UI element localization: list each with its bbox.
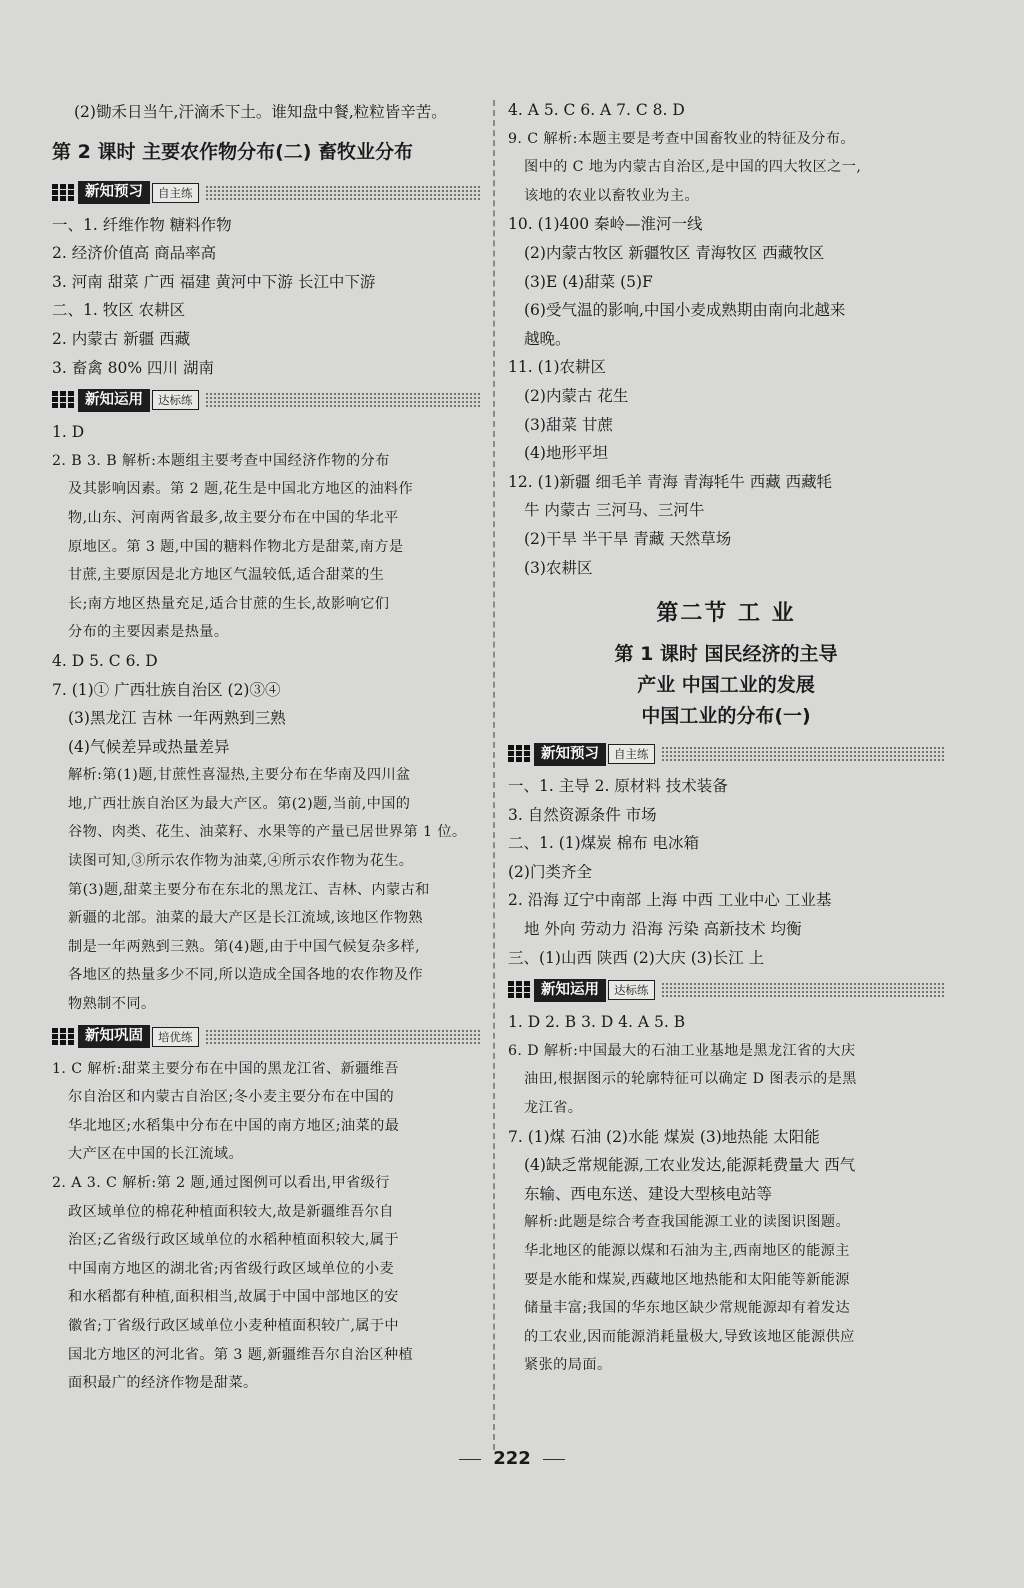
- answer-line: 解析:第(1)题,甘蔗性喜湿热,主要分布在华南及四川盆: [68, 767, 411, 784]
- answer-line: 华北地区的能源以煤和石油为主,西南地区的能源主: [524, 1243, 850, 1259]
- section-header-apply: [508, 978, 944, 1002]
- answer-line: 二、1. 牧区 农耕区: [52, 301, 186, 320]
- lesson-title: 第 2 课时 主要农作物分布(二) 畜牧业分布: [52, 140, 414, 163]
- section-title: 第二节 工 业: [656, 600, 796, 627]
- page-number: [0, 1448, 1024, 1469]
- answer-line: (2)内蒙古 花生: [524, 386, 629, 405]
- answer-line: (3)黑龙江 吉林 一年两熟到三熟: [68, 709, 286, 728]
- header-main-label: 新知巩固: [78, 1025, 150, 1048]
- answer-line: 原地区。第 3 题,中国的糖料作物北方是甜菜,南方是: [68, 538, 404, 555]
- answer-line: 2. 经济价值高 商品率高: [52, 244, 217, 263]
- answers-preview-2: [508, 772, 944, 972]
- header-sub-label: 达标练: [152, 390, 199, 410]
- grid-squares-icon: [52, 1028, 74, 1046]
- answer-line: 解析:此题是综合考查我国能源工业的读图识图题。: [524, 1214, 851, 1231]
- column-divider: [493, 100, 495, 1450]
- answer-line: 6. D 解析:中国最大的石油工业基地是黑龙江省的大庆: [508, 1042, 856, 1059]
- answers-consolidate: [52, 1055, 480, 1398]
- answer-line: 尔自治区和内蒙古自治区;冬小麦主要分布在中国的: [68, 1089, 395, 1106]
- answer-line: 3. 畜禽 80% 四川 湖南: [52, 358, 214, 377]
- answer-line: 谷物、肉类、花生、油菜籽、水果等的产量已居世界第 1 位。: [68, 824, 467, 841]
- answer-line: 地 外向 劳动力 沿海 污染 高新技术 均衡: [524, 920, 802, 939]
- answer-line: (4)缺乏常规能源,工农业发达,能源耗费量大 西气: [524, 1156, 856, 1175]
- answer-line: 7. (1)① 广西壮族自治区 (2)③④: [52, 680, 281, 699]
- header-main-label: 新知预习: [78, 181, 150, 204]
- answer-line: 3. 河南 甜菜 广西 福建 黄河中下游 长江中下游: [52, 272, 376, 291]
- answer-line: 4. A 5. C 6. A 7. C 8. D: [508, 101, 685, 119]
- answer-line: 政区域单位的棉花种植面积较大,故是新疆维吾尔自: [68, 1203, 394, 1220]
- answer-line: 大产区在中国的长江流域。: [68, 1146, 244, 1163]
- poem-line: (2)锄禾日当午,汗滴禾下土。谁知盘中餐,粒粒皆辛苦。: [74, 103, 447, 121]
- page-number-value: 222: [493, 1448, 531, 1469]
- answer-line: 面积最广的经济作物是甜菜。: [68, 1375, 258, 1392]
- grid-squares-icon: [508, 981, 530, 999]
- answer-line: 11. (1)农耕区: [508, 358, 607, 377]
- answer-line: 牛 内蒙古 三河马、三河牛: [524, 501, 705, 520]
- answer-line: 3. 自然资源条件 市场: [508, 805, 657, 824]
- answer-line: (2)门类齐全: [508, 862, 592, 881]
- answer-line: 三、(1)山西 陕西 (2)大庆 (3)长江 上: [508, 948, 765, 967]
- answer-line: 长;南方地区热量充足,适合甘蔗的生长,故影响它们: [68, 595, 390, 612]
- lesson-title-line: 第 1 课时 国民经济的主导: [614, 643, 838, 666]
- answer-line: 及其影响因素。第 2 题,花生是中国北方地区的油料作: [68, 481, 414, 498]
- answer-line: (4)地形平坦: [524, 444, 608, 463]
- lesson-title-line: 中国工业的分布(一): [641, 705, 811, 728]
- answers-apply-2: [508, 1008, 944, 1380]
- header-sub-label: 自主练: [608, 744, 655, 764]
- answer-line: (4)气候差异或热量差异: [68, 737, 230, 756]
- header-main-label: 新知运用: [78, 389, 150, 412]
- header-sub-label: 自主练: [152, 183, 199, 203]
- answer-line: 分布的主要因素是热量。: [68, 624, 229, 641]
- answer-line: (6)受气温的影响,中国小麦成熟期由南向北越来: [524, 301, 846, 320]
- answer-line: 和水稻都有种植,面积相当,故属于中国中部地区的安: [68, 1289, 399, 1306]
- answer-line: 1. D 2. B 3. D 4. A 5. B: [508, 1013, 686, 1032]
- answer-line: 2. 沿海 辽宁中南部 上海 中西 工业中心 工业基: [508, 891, 832, 910]
- answer-line: 9. C 解析:本题主要是考查中国畜牧业的特征及分布。: [508, 130, 855, 147]
- answer-line: 地,广西壮族自治区为最大产区。第(2)题,当前,中国的: [68, 795, 411, 812]
- answer-line: 中国南方地区的湖北省;丙省级行政区域单位的小麦: [68, 1260, 395, 1277]
- dotted-rule: [661, 746, 945, 762]
- header-sub-label: 达标练: [608, 980, 655, 1000]
- section-header-apply: [52, 388, 480, 412]
- header-sub-label: 培优练: [152, 1027, 199, 1047]
- answer-line: 国北方地区的河北省。第 3 题,新疆维吾尔自治区种植: [68, 1346, 414, 1363]
- answer-line: 华北地区;水稻集中分布在中国的南方地区;油菜的最: [68, 1117, 400, 1134]
- answer-line: 一、1. 纤维作物 糖料作物: [52, 215, 232, 234]
- answer-line: (2)干旱 半干旱 青藏 天然草场: [524, 529, 732, 548]
- grid-squares-icon: [52, 184, 74, 202]
- answer-line: 物,山东、河南两省最多,故主要分布在中国的华北平: [68, 509, 399, 526]
- answer-line: (3)E (4)甜菜 (5)F: [524, 272, 653, 291]
- answer-line: 的工农业,因而能源消耗量极大,导致该地区能源供应: [524, 1328, 855, 1345]
- dotted-rule: [205, 392, 481, 408]
- answers-preview: [52, 211, 480, 383]
- grid-squares-icon: [52, 391, 74, 409]
- answer-line: (3)农耕区: [524, 558, 593, 577]
- answer-line: 第(3)题,甜菜主要分布在东北的黑龙江、吉林、内蒙古和: [68, 881, 430, 898]
- answer-line: 越晚。: [524, 329, 571, 348]
- lesson-title-block: [508, 639, 944, 732]
- answer-line: 甘蔗,主要原因是北方地区气温较低,适合甜菜的生: [68, 567, 385, 584]
- header-main-label: 新知运用: [534, 979, 606, 1002]
- grid-squares-icon: [508, 745, 530, 763]
- answer-line: 2. A 3. C 解析:第 2 题,通过图例可以看出,甲省级行: [52, 1175, 390, 1191]
- answer-line: 12. (1)新疆 细毛羊 青海 青海牦牛 西藏 西藏牦: [508, 472, 833, 491]
- answer-line: 该地的农业以畜牧业为主。: [524, 187, 700, 204]
- answer-line: 2. B 3. B 解析:本题组主要考查中国经济作物的分布: [52, 452, 390, 469]
- section-header-consolidate: [52, 1025, 480, 1049]
- answer-line: 7. (1)煤 石油 (2)水能 煤炭 (3)地热能 太阳能: [508, 1127, 820, 1146]
- dotted-rule: [661, 982, 945, 998]
- answer-line: 10. (1)400 秦岭—淮河一线: [508, 215, 703, 234]
- answer-line: 读图可知,③所示农作物为油菜,④所示农作物为花生。: [68, 853, 414, 870]
- answer-line: 4. D 5. C 6. D: [52, 651, 158, 670]
- answer-line: 各地区的热量多少不同,所以造成全国各地的农作物及作: [68, 967, 424, 984]
- answer-line: 龙江省。: [524, 1100, 583, 1117]
- answer-line: 新疆的北部。油菜的最大产区是长江流域,该地区作物熟: [68, 910, 424, 927]
- answer-line: 物熟制不同。: [68, 996, 156, 1013]
- answer-line: 紧张的局面。: [524, 1357, 612, 1374]
- header-main-label: 新知预习: [534, 743, 606, 766]
- answer-line: 东输、西电东送、建设大型核电站等: [524, 1184, 773, 1203]
- left-column: [52, 98, 480, 1398]
- answer-line: 制是一年两熟到三熟。第(4)题,由于中国气候复杂多样,: [68, 938, 421, 955]
- answer-line: (2)内蒙古牧区 新疆牧区 青海牧区 西藏牧区: [524, 243, 825, 262]
- section-header-preview: [508, 742, 944, 766]
- answer-line: 储量丰富;我国的华东地区缺少常规能源却有着发达: [524, 1300, 851, 1317]
- answer-line: 治区;乙省级行政区域单位的水稻种植面积较大,属于: [68, 1232, 400, 1249]
- dotted-rule: [205, 185, 481, 201]
- answer-line: 二、1. (1)煤炭 棉布 电冰箱: [508, 834, 700, 853]
- answer-line: 1. C 解析:甜菜主要分布在中国的黑龙江省、新疆维吾: [52, 1060, 399, 1077]
- answer-line: 油田,根据图示的轮廓特征可以确定 D 图表示的是黑: [524, 1071, 857, 1088]
- answer-line: 徽省;丁省级行政区域单位小麦种植面积较广,属于中: [68, 1317, 400, 1334]
- answer-line: 一、1. 主导 2. 原材料 技术装备: [508, 777, 728, 796]
- answer-line: 图中的 C 地为内蒙古自治区,是中国的四大牧区之一,: [524, 159, 862, 176]
- right-column: [508, 96, 944, 1380]
- answers-apply: [52, 418, 480, 1018]
- lesson-title-line: 产业 中国工业的发展: [637, 674, 815, 697]
- answer-line: (3)甜菜 甘蔗: [524, 415, 613, 434]
- section-header-preview: [52, 181, 480, 205]
- answer-line: 要是水能和煤炭,西藏地区地热能和太阳能等新能源: [524, 1271, 850, 1288]
- dotted-rule: [205, 1029, 481, 1045]
- answer-line: 2. 内蒙古 新疆 西藏: [52, 329, 191, 348]
- answer-line: 1. D: [52, 423, 85, 442]
